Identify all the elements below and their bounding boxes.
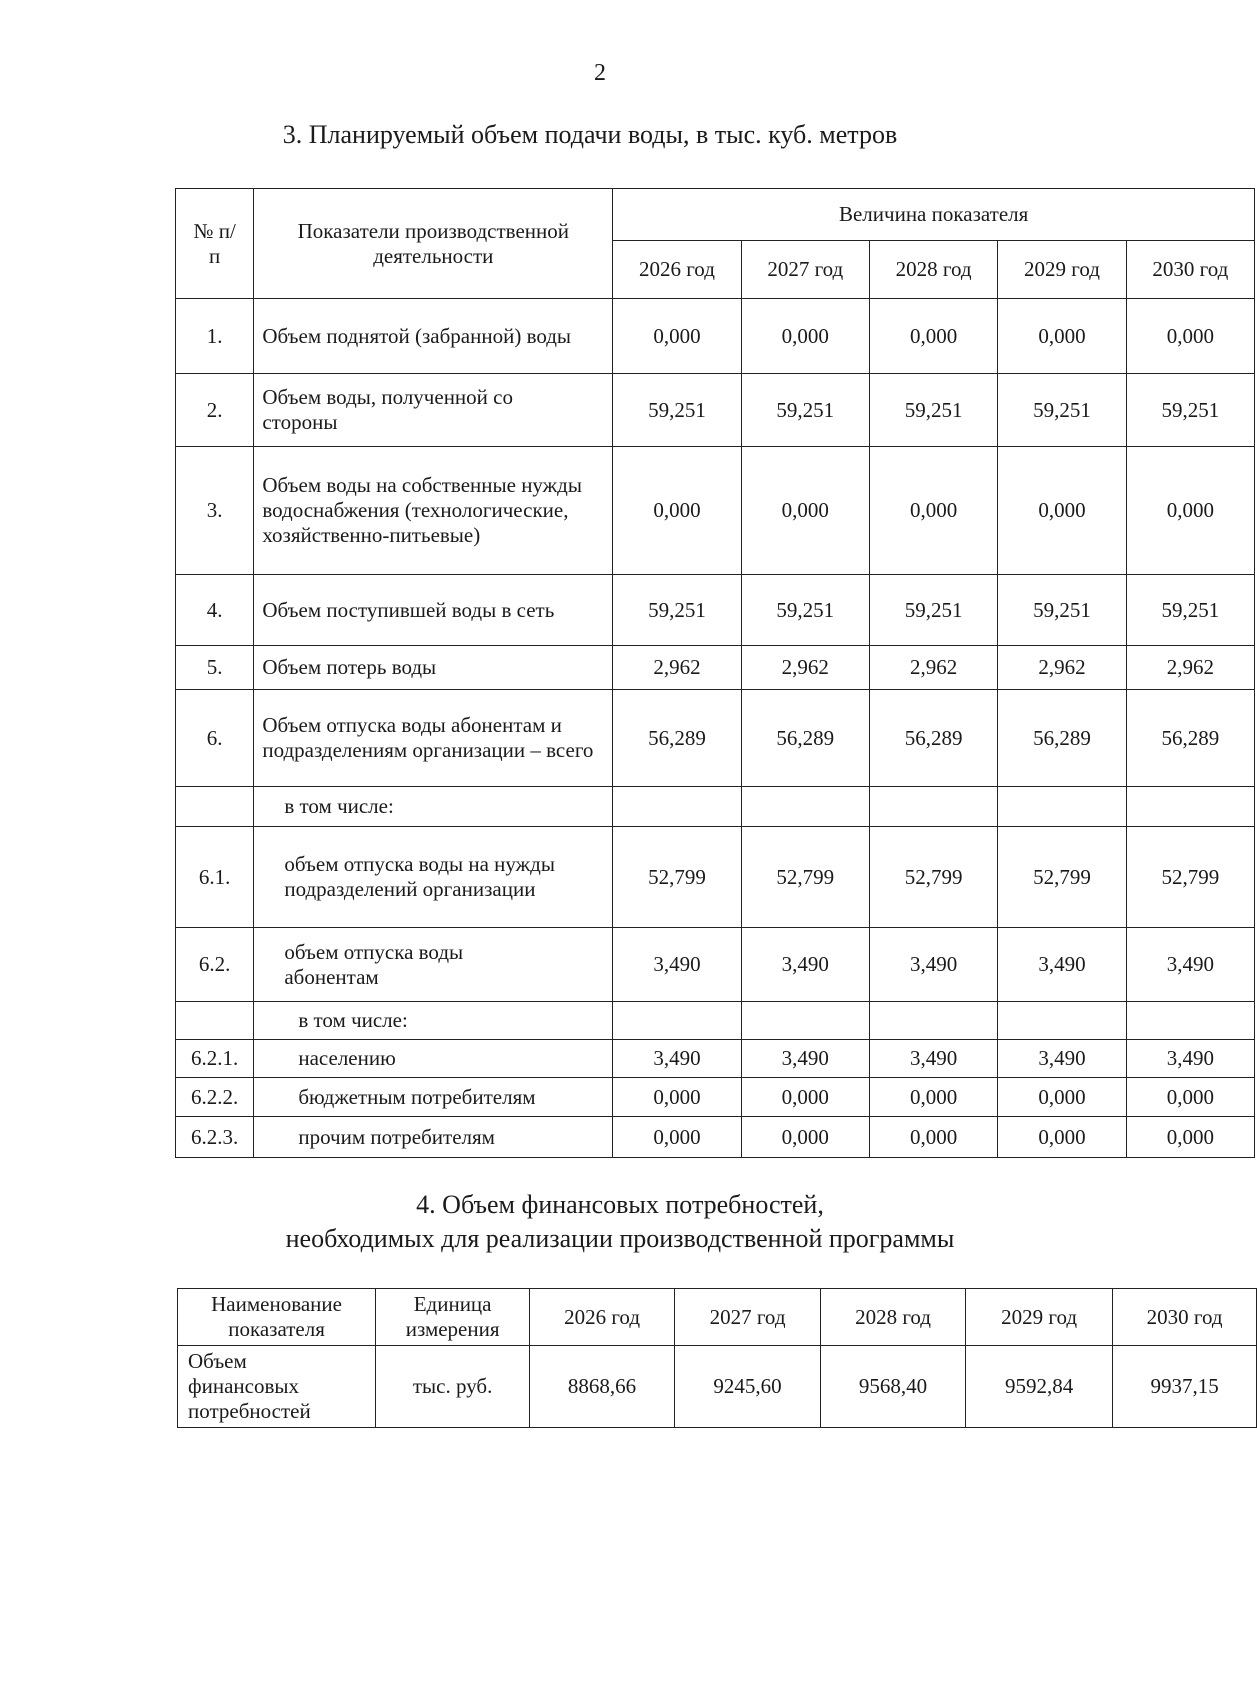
row-name: Объем финансовых потребностей (178, 1346, 376, 1428)
table-row (176, 690, 1255, 787)
section-4-title (20, 1188, 1220, 1256)
row-value: 0,000 (998, 1078, 1126, 1117)
row-value (1126, 1002, 1254, 1040)
row-value: 59,251 (613, 575, 741, 646)
header-year: 2028 год (869, 241, 997, 299)
header-value-group: Величина показателя (613, 189, 1255, 241)
row-name: бюджетным потребителям (254, 1078, 613, 1117)
header-year: 2030 год (1113, 1289, 1257, 1346)
row-name: объем отпуска воды абонентам (254, 928, 613, 1002)
row-value: 56,289 (741, 690, 869, 787)
row-value: 59,251 (998, 374, 1126, 447)
row-value: 59,251 (1126, 575, 1254, 646)
row-value: 2,962 (741, 646, 869, 690)
row-name: Объем воды на собственные нужды водоснабжения (технологические, хозяйственно-питьевые) (254, 447, 613, 575)
row-value: 9245,60 (675, 1346, 821, 1428)
row-value: 0,000 (998, 299, 1126, 374)
section-4-title-line2: необходимых для реализации производственной программы (285, 1224, 955, 1253)
table-row (176, 374, 1255, 447)
table-row (176, 1040, 1255, 1078)
row-value: 9568,40 (821, 1346, 966, 1428)
row-value: 0,000 (1126, 1078, 1254, 1117)
row-num: 4. (176, 575, 254, 646)
row-value: 56,289 (869, 690, 997, 787)
row-value: 0,000 (613, 299, 741, 374)
row-value: 3,490 (869, 1040, 997, 1078)
row-value: 0,000 (1126, 447, 1254, 575)
financial-needs-table (177, 1288, 1257, 1428)
table-row (176, 1078, 1255, 1117)
header-year: 2027 год (741, 241, 869, 299)
header-unit: Единица измерения (376, 1289, 530, 1346)
row-value: 3,490 (1126, 1040, 1254, 1078)
row-value (869, 787, 997, 827)
header-year: 2026 год (530, 1289, 675, 1346)
row-value: 0,000 (613, 1117, 741, 1158)
row-value: 0,000 (869, 1078, 997, 1117)
row-value: 59,251 (869, 575, 997, 646)
row-value: 2,962 (1126, 646, 1254, 690)
row-value: 59,251 (998, 575, 1126, 646)
row-num: 6.2.3. (176, 1117, 254, 1158)
row-value: 59,251 (869, 374, 997, 447)
row-value: 9937,15 (1113, 1346, 1257, 1428)
table-row (176, 299, 1255, 374)
section-4-title-line1: 4. Объем финансовых потребностей, (416, 1190, 824, 1219)
row-value: 56,289 (998, 690, 1126, 787)
table-row (176, 787, 1255, 827)
row-value: 0,000 (741, 447, 869, 575)
row-name: в том числе: (254, 1002, 613, 1040)
row-value: 3,490 (741, 1040, 869, 1078)
table-row (176, 575, 1255, 646)
table-row (176, 1002, 1255, 1040)
row-name: Объем поступившей воды в сеть (254, 575, 613, 646)
row-value: 0,000 (998, 1117, 1126, 1158)
row-value (613, 787, 741, 827)
row-value (613, 1002, 741, 1040)
row-name: населению (254, 1040, 613, 1078)
row-num: 6.2.2. (176, 1078, 254, 1117)
row-num: 1. (176, 299, 254, 374)
row-value: 52,799 (869, 827, 997, 928)
row-value: 52,799 (741, 827, 869, 928)
water-supply-table (175, 188, 1255, 1158)
row-value (741, 787, 869, 827)
row-name: Объем потерь воды (254, 646, 613, 690)
row-value: 2,962 (998, 646, 1126, 690)
row-num: 6.2.1. (176, 1040, 254, 1078)
row-value: 2,962 (869, 646, 997, 690)
row-value: 0,000 (869, 299, 997, 374)
row-value: 9592,84 (965, 1346, 1112, 1428)
row-value: 3,490 (613, 1040, 741, 1078)
row-num: 6.1. (176, 827, 254, 928)
row-value (1126, 787, 1254, 827)
row-value: 56,289 (1126, 690, 1254, 787)
row-value: 0,000 (741, 1078, 869, 1117)
row-value: 59,251 (613, 374, 741, 447)
row-value: 0,000 (741, 299, 869, 374)
row-name: объем отпуска воды на нужды подразделений организации (254, 827, 613, 928)
header-indicator: Показатели производственной деятельности (254, 189, 613, 299)
row-value: 59,251 (1126, 374, 1254, 447)
row-value: 3,490 (869, 928, 997, 1002)
table-row (176, 646, 1255, 690)
row-value: 3,490 (613, 928, 741, 1002)
row-name: прочим потребителям (254, 1117, 613, 1158)
row-value: 3,490 (998, 928, 1126, 1002)
row-num (176, 787, 254, 827)
row-num (176, 1002, 254, 1040)
header-year: 2027 год (675, 1289, 821, 1346)
row-name: в том числе: (254, 787, 613, 827)
row-value: 52,799 (613, 827, 741, 928)
row-value: 0,000 (613, 1078, 741, 1117)
row-num: 6.2. (176, 928, 254, 1002)
row-value (998, 1002, 1126, 1040)
row-value: 52,799 (998, 827, 1126, 928)
table-row (178, 1346, 1257, 1428)
header-num: № п/п (176, 189, 254, 299)
row-num: 5. (176, 646, 254, 690)
table-row (176, 827, 1255, 928)
row-value: 3,490 (741, 928, 869, 1002)
row-value (998, 787, 1126, 827)
header-year: 2028 год (821, 1289, 966, 1346)
table-row (176, 447, 1255, 575)
row-value: 56,289 (613, 690, 741, 787)
header-year: 2030 год (1126, 241, 1254, 299)
row-value: 59,251 (741, 374, 869, 447)
table-row (176, 1117, 1255, 1158)
page-number: 2 (594, 60, 606, 86)
row-value: 0,000 (741, 1117, 869, 1158)
row-value: 8868,66 (530, 1346, 675, 1428)
row-value: 2,962 (613, 646, 741, 690)
section-3-title: 3. Планируемый объем подачи воды, в тыс. куб. метров (282, 120, 898, 149)
row-value: 0,000 (998, 447, 1126, 575)
table-row (176, 928, 1255, 1002)
row-value (869, 1002, 997, 1040)
row-value: 59,251 (741, 575, 869, 646)
row-value: 0,000 (613, 447, 741, 575)
header-year: 2029 год (965, 1289, 1112, 1346)
row-value: 0,000 (869, 447, 997, 575)
row-name: Объем поднятой (забранной) воды (254, 299, 613, 374)
row-value: 52,799 (1126, 827, 1254, 928)
row-name: Объем воды, полученной со стороны (254, 374, 613, 447)
row-value: 0,000 (869, 1117, 997, 1158)
row-value: 3,490 (1126, 928, 1254, 1002)
row-num: 3. (176, 447, 254, 575)
row-name: Объем отпуска воды абонентам и подразделениям организации – всего (254, 690, 613, 787)
row-num: 2. (176, 374, 254, 447)
row-value: 0,000 (1126, 299, 1254, 374)
row-value: 0,000 (1126, 1117, 1254, 1158)
header-year: 2029 год (998, 241, 1126, 299)
header-year: 2026 год (613, 241, 741, 299)
row-value: 3,490 (998, 1040, 1126, 1078)
row-num: 6. (176, 690, 254, 787)
row-value (741, 1002, 869, 1040)
row-unit: тыс. руб. (376, 1346, 530, 1428)
header-name: Наименование показателя (178, 1289, 376, 1346)
